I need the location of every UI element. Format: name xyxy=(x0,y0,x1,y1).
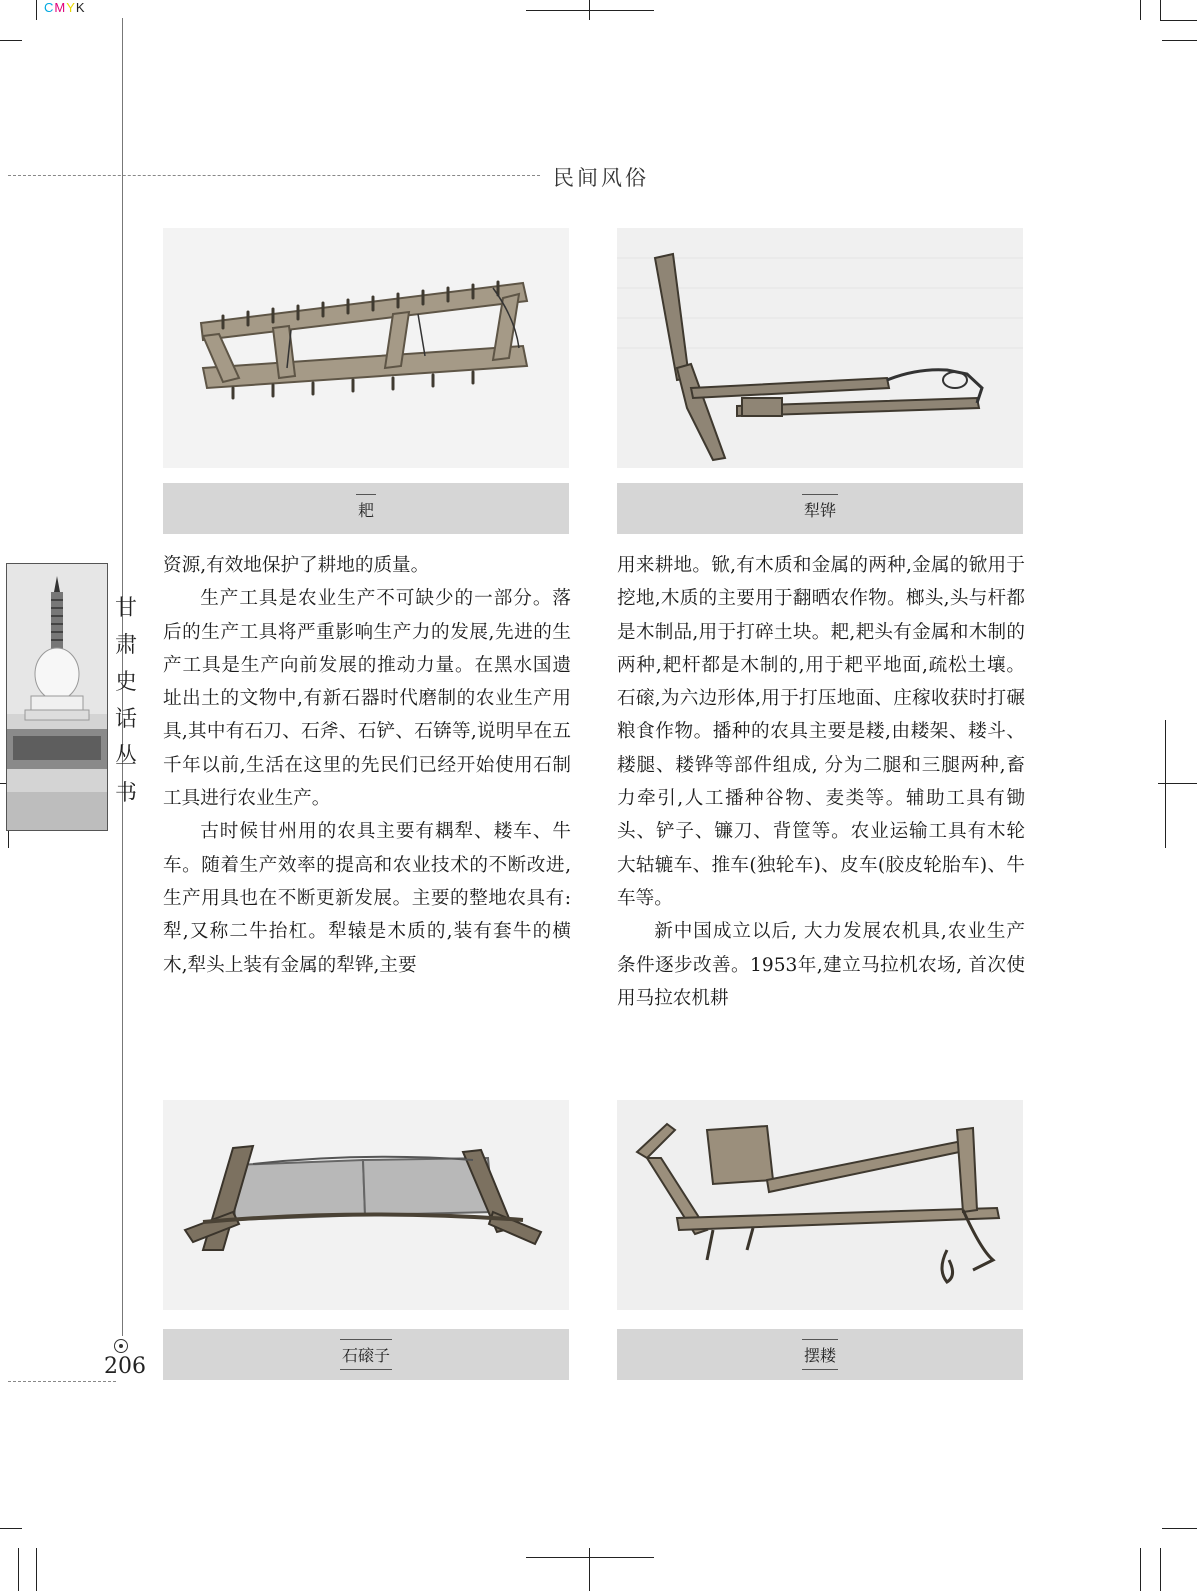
footer-dashed-rule xyxy=(8,1381,116,1382)
paragraph: 古时候甘州用的农具主要有耦犁、耧车、牛车。随着生产效率的提高和农业技术的不断改进,生产用具也在不断更新发展。主要的整地农具有:犁,又称二牛抬杠。犁辕是木质的,装有套牛的横木,犁头上装有金属的犁铧,主要 xyxy=(163,821,571,976)
cmyk-color-bar: CMYK xyxy=(44,0,86,15)
page-number-dot-icon xyxy=(114,1339,128,1353)
caption-stone-roller: 石磙子 xyxy=(340,1339,392,1370)
plough-photo xyxy=(617,228,1023,468)
caption-bar-stone-roller xyxy=(163,1329,569,1380)
series-title-vertical: 甘 肃 史 话 丛 书 xyxy=(114,596,137,806)
caption-bar-plough xyxy=(617,483,1023,534)
paragraph: 生产工具是农业生产不可缺少的一部分。落后的生产工具将严重影响生产力的发展,先进的生产工具是生产向前发展的推动力量。在黑水国遗址出土的文物中,有新石器时代磨制的农业生产用具,其中有石刀、石斧、石铲、石锛等,说明早在五千年以前,生活在这里的先民们已经开始使用石制工具进行农业生产。 xyxy=(163,588,571,810)
running-head: 民间风俗 xyxy=(553,166,649,190)
stone-roller-photo xyxy=(163,1100,569,1310)
seed-drill-photo xyxy=(617,1100,1023,1310)
caption-harrow: 耙 xyxy=(356,494,376,524)
caption-bar-harrow xyxy=(163,483,569,534)
pagoda-thumbnail-photo xyxy=(6,563,108,831)
right-text-column xyxy=(617,549,1025,1015)
header-dashed-rule xyxy=(8,175,540,176)
caption-bar-seed-drill xyxy=(617,1329,1023,1380)
caption-seed-drill: 摆耧 xyxy=(802,1339,838,1370)
page-number: 206 xyxy=(104,1354,146,1379)
paragraph: 新中国成立以后, 大力发展农机具,农业生产条件逐步改善。1953年,建立马拉机农场, 首次使用马拉农机耕 xyxy=(617,921,1025,1009)
harrow-photo xyxy=(163,228,569,468)
caption-plough: 犁铧 xyxy=(802,494,838,524)
paragraph: 资源,有效地保护了耕地的质量。 xyxy=(163,555,430,576)
left-text-column xyxy=(163,549,571,982)
paragraph: 用来耕地。锨,有木质和金属的两种,金属的锨用于挖地,木质的主要用于翻晒农作物。榔头,头与杆都是木制品,用于打碎土块。耙,耙头有金属和木制的两种,耙杆都是木制的,用于耙平地面,疏松土壤。石磙,为六边形体,用于打压地面、庄稼收获时打碾粮食作物。播种的农具主要是耧,由耧架、耧斗、耧腿、耧铧等部件组成, 分为二腿和三腿两种,畜力牵引,人工播种谷物、麦类等。辅助工具有锄头、铲子、镰刀、背筐等。农业运输工具有木轮大轱辘车、推车(独轮车)、皮车(胶皮轮胎车)、牛车等。 xyxy=(617,555,1025,909)
